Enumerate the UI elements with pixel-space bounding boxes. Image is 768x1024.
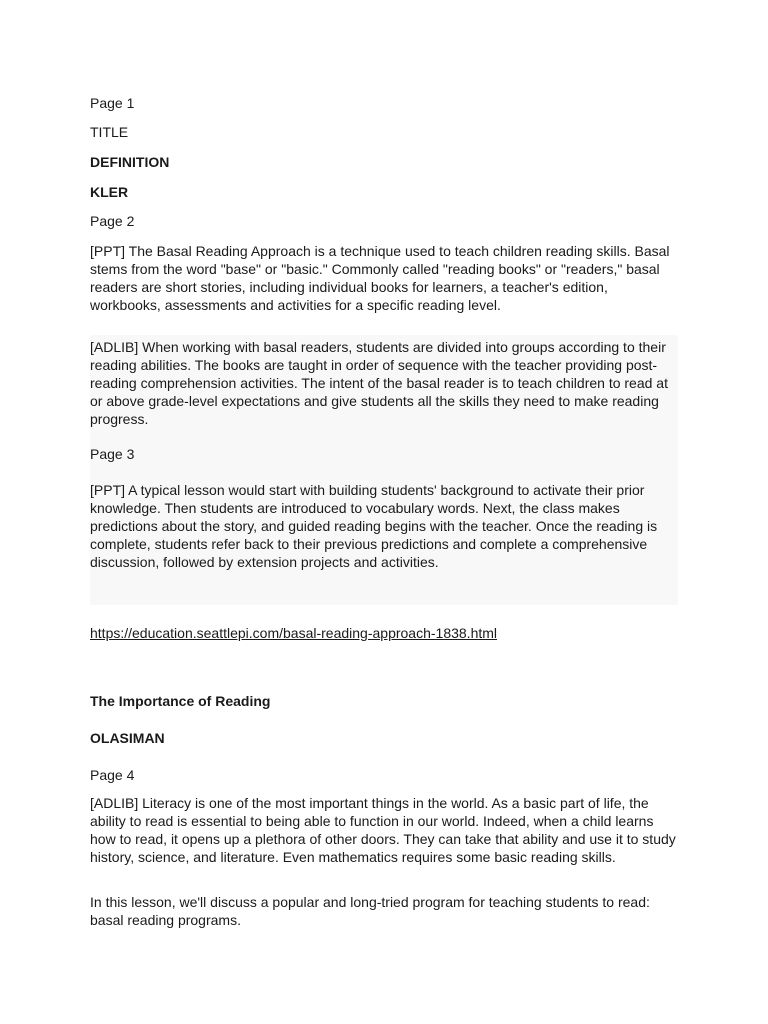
ppt-paragraph-basal-approach: [PPT] The Basal Reading Approach is a technique used to teach children reading skills. Basal stems from the word "base" or "basic." Commonly called "reading books" or "readers," basal readers are short stories, including individual books for learners, a teacher's edition, workbooks, assessments and activities for a specific reading level. (90, 243, 670, 313)
adlib-paragraph-basal-readers: [ADLIB] When working with basal readers, students are divided into groups according to their reading abilities. The books are taught in order of sequence with the teacher providing post-reading comprehension activities. The intent of the basal reader is to teach children to read at or above grade-level expectations and give students all the skills they need to make reading progress. (90, 339, 668, 427)
kler-label: KLER (90, 184, 129, 200)
page-2-label: Page 2 (90, 213, 135, 229)
importance-heading: The Importance of Reading (90, 693, 271, 709)
page-3-label: Page 3 (90, 446, 135, 462)
source-link[interactable]: https://education.seattlepi.com/basal-reading-approach-1838.html (90, 625, 498, 641)
definition-label: DEFINITION (90, 154, 170, 170)
title-label: TITLE (90, 124, 129, 140)
ppt-paragraph-typical-lesson: [PPT] A typical lesson would start with building students' background to activate their prior knowledge. Then students are introduced to vocabulary words. Next, the class makes predictions about the story, and guided reading begins with the teacher. Once the reading is complete, students refer back to their previous predictions and complete a comprehensive discussion, followed by extension projects and activities. (90, 482, 658, 570)
closing-paragraph: In this lesson, we'll discuss a popular and long-tried program for teaching students to read: basal reading programs. (90, 894, 650, 928)
page-1-label: Page 1 (90, 95, 135, 111)
olasiman-label: OLASIMAN (90, 730, 165, 746)
page-4-label: Page 4 (90, 767, 135, 783)
adlib-paragraph-literacy: [ADLIB] Literacy is one of the most important things in the world. As a basic part of life, the ability to read is essential to being able to function in our world. Indeed, when a child learns how to read, it opens up a plethora of other doors. They can take that ability and use it to study history, science, and literature. Even mathematics requires some basic reading skills. (90, 795, 676, 865)
